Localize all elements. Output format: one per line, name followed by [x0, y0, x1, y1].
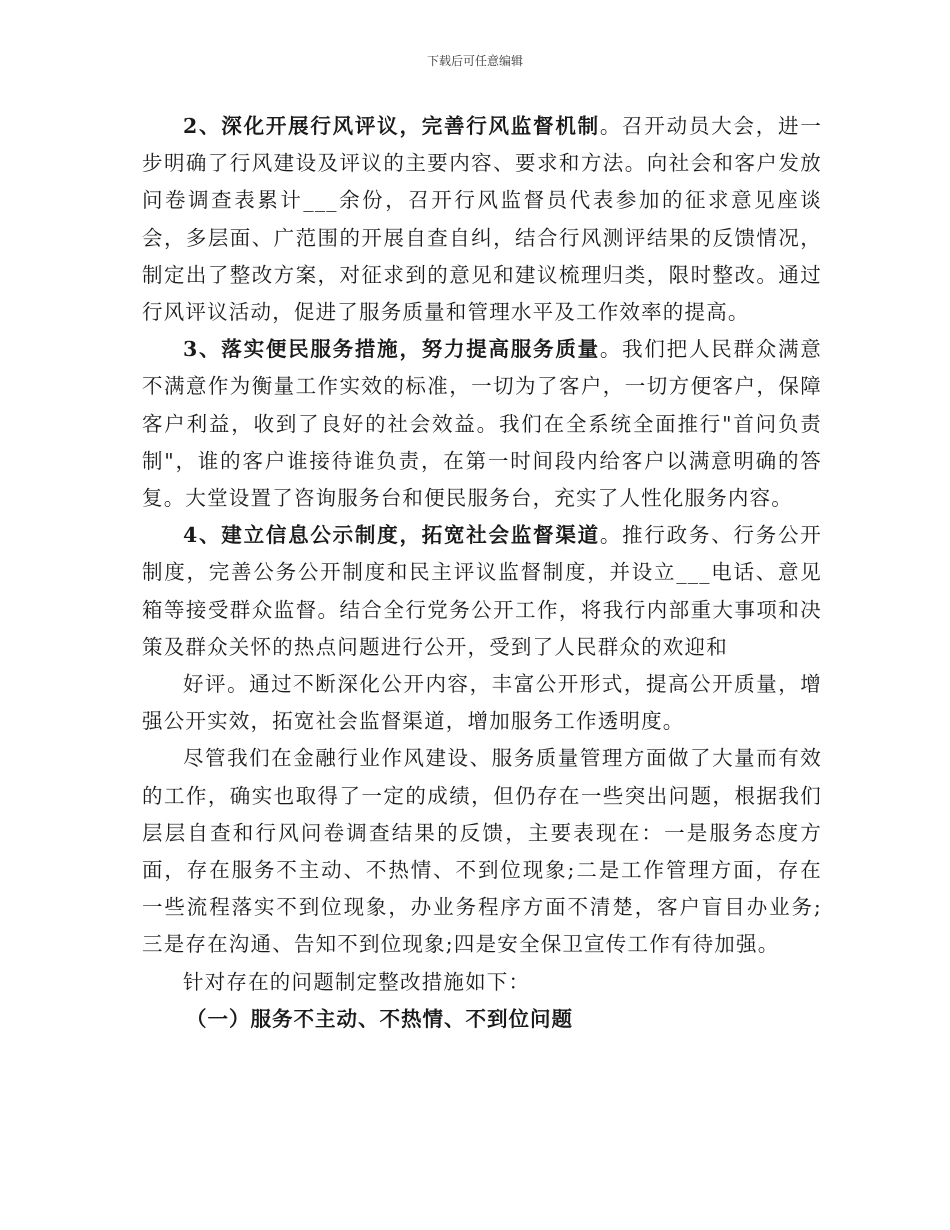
paragraph-4: [142, 666, 822, 740]
paragraph-1-text: 。召开动员大会，进一步明确了行风建设及评议的主要内容、要求和方法。向社会和客户发放问卷调查表累计___余份，召开行风监督员代表参加的征求意见座谈会，多层面、广范围的开展自查自纠，结合行风测评结果的反馈情况，制定出了整改方案，对征求到的意见和建议梳理归类，限时整改。通过行风评议活动，促进了服务质量和管理水平及工作效率的提高。: [142, 114, 822, 325]
paragraph-1-heading: 2、深化开展行风评议，完善行风监督机制: [183, 114, 600, 138]
paragraph-3-text: 。推行政务、行务公开制度，完善公务公开制度和民主评议监督制度，并设立___电话、意见箱等接受群众监督。结合全行党务公开工作，将我行内部重大事项和决策及群众关怀的热点问题进行公开，受到了人民群众的欢迎和: [142, 523, 822, 659]
paragraph-5-text: 尽管我们在金融行业作风建设、服务质量管理方面做了大量而有效的工作，确实也取得了一定的成绩，但仍存在一些突出问题，根据我们层层自查和行风问卷调查结果的反馈，主要表现在：一是服务态度方面，存在服务不主动、不热情、不到位现象;二是工作管理方面，存在一些流程落实不到位现象，办业务程序方面不清楚，客户盲目办业务;三是存在沟通、告知不到位现象;四是安全保卫宣传工作有待加强。: [142, 746, 822, 957]
paragraph-3-heading: 4、建立信息公示制度，拓宽社会监督渠道: [183, 523, 600, 548]
paragraph-4-text: 好评。通过不断深化公开内容，丰富公开形式，提高公开质量，增强公开实效，拓宽社会监督渠道，增加服务工作透明度。: [142, 672, 822, 734]
paragraph-2: [142, 331, 822, 517]
document-body: [142, 108, 822, 1038]
paragraph-1: [142, 108, 822, 331]
paragraph-6: [142, 964, 822, 1001]
paragraph-2-text: 。我们把人民群众满意不满意作为衡量工作实效的标准，一切为了客户，一切方便客户，保障客户利益，收到了良好的社会效益。我们在全系统全面推行"首问负责制"，谁的客户谁接待谁负责，在第一时间段内给客户以满意明确的答复。大堂设置了咨询服务台和便民服务台，充实了人性化服务内容。: [142, 337, 822, 511]
paragraph-2-heading: 3、落实便民服务措施，努力提高服务质量: [183, 337, 600, 362]
paragraph-5: [142, 740, 822, 963]
page-header: 下载后可任意编辑: [426, 54, 523, 68]
paragraph-3: [142, 517, 822, 666]
section-heading: （一）服务不主动、不热情、不到位问题: [186, 1006, 573, 1031]
paragraph-6-text: 针对存在的问题制定整改措施如下：: [183, 969, 531, 994]
